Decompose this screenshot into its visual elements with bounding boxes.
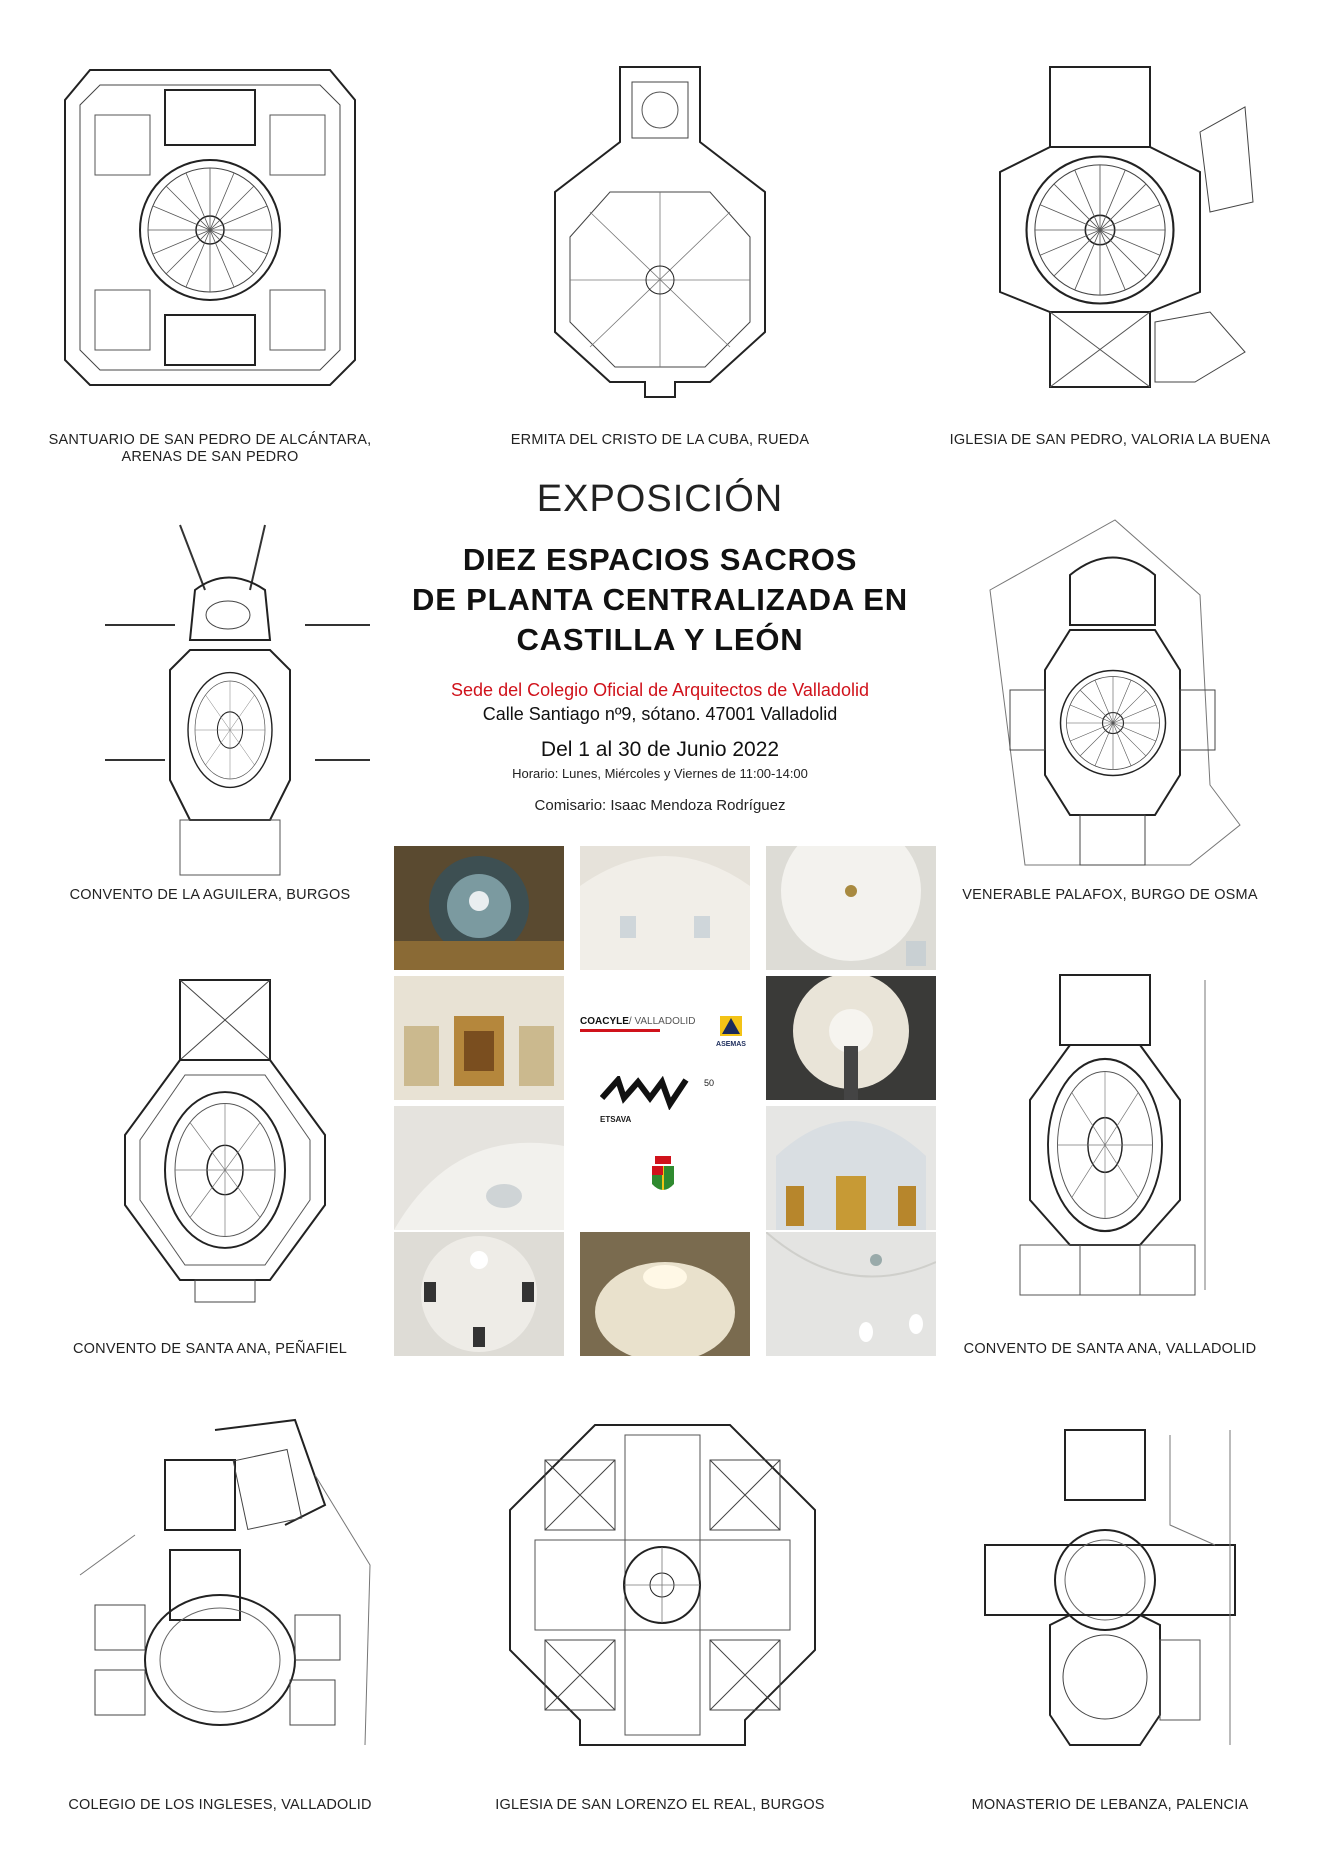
etsava-mark-icon bbox=[600, 1076, 710, 1110]
plan-caption-2 bbox=[480, 432, 840, 449]
interior-photo bbox=[394, 976, 564, 1100]
floor-plan-icon bbox=[540, 62, 780, 402]
floor-plan-icon bbox=[1010, 970, 1210, 1300]
asemas-logo bbox=[715, 1016, 747, 1048]
floor-plan-icon bbox=[75, 1415, 375, 1745]
coat-of-arms-icon bbox=[650, 1156, 676, 1196]
dates-text: Del 1 al 30 de Junio 2022 bbox=[540, 738, 780, 761]
caption-line: CONVENTO DE SANTA ANA, PEÑAFIEL bbox=[73, 1341, 347, 1357]
exhibition-heading: EXPOSICIÓN bbox=[536, 478, 784, 520]
title-line: CASTILLA Y LEÓN bbox=[516, 622, 804, 657]
interior-photo bbox=[394, 846, 564, 970]
floor-plan-6 bbox=[115, 975, 335, 1305]
floor-plan-10 bbox=[975, 1425, 1250, 1755]
floor-plan-icon bbox=[60, 60, 360, 390]
coacyle-text: COACYLE bbox=[580, 1016, 629, 1027]
floor-plan-icon bbox=[985, 515, 1245, 870]
plan-caption-1 bbox=[40, 432, 380, 466]
floor-plan-1 bbox=[60, 60, 360, 390]
floor-plan-icon bbox=[505, 1420, 820, 1750]
plan-caption-6 bbox=[40, 1341, 380, 1358]
interior-photo bbox=[394, 1232, 564, 1356]
venue-text: Sede del Colegio Oficial de Arquitectos de Valladolid bbox=[451, 680, 869, 700]
etsava-number: 50 bbox=[704, 1078, 715, 1088]
coacyle-city-text: / VALLADOLID bbox=[628, 1016, 696, 1027]
exhibition-title bbox=[360, 540, 960, 660]
coacyle-stripe bbox=[580, 1029, 660, 1032]
plan-caption-7 bbox=[940, 1341, 1280, 1358]
coacyle-logo bbox=[580, 1016, 695, 1032]
caption-line: COLEGIO DE LOS INGLESES, VALLADOLID bbox=[68, 1797, 372, 1813]
floor-plan-8 bbox=[75, 1415, 375, 1745]
floor-plan-5 bbox=[985, 515, 1245, 870]
caption-line: MONASTERIO DE LEBANZA, PALENCIA bbox=[971, 1797, 1249, 1813]
interior-photo bbox=[766, 1232, 936, 1356]
etsava-logo bbox=[600, 1076, 720, 1126]
sponsor-logos bbox=[580, 976, 750, 1226]
caption-line: SANTUARIO DE SAN PEDRO DE ALCÁNTARA, bbox=[48, 432, 372, 448]
floor-plan-icon bbox=[115, 975, 335, 1305]
interior-photo bbox=[580, 1232, 750, 1356]
floor-plan-9 bbox=[505, 1420, 820, 1750]
hours-text: Horario: Lunes, Miércoles y Viernes de 11:00-14:00 bbox=[512, 766, 808, 781]
interior-photo bbox=[580, 846, 750, 970]
floor-plan-4 bbox=[100, 520, 380, 880]
interior-photo bbox=[766, 976, 936, 1100]
floor-plan-icon bbox=[100, 520, 380, 880]
interior-photo bbox=[394, 1106, 564, 1230]
plan-caption-3 bbox=[940, 432, 1280, 449]
title-line: DIEZ ESPACIOS SACROS bbox=[462, 542, 858, 577]
plan-caption-10 bbox=[940, 1797, 1280, 1814]
floor-plan-7 bbox=[1010, 970, 1210, 1300]
caption-line: ERMITA DEL CRISTO DE LA CUBA, RUEDA bbox=[510, 432, 810, 448]
curator-text: Comisario: Isaac Mendoza Rodríguez bbox=[534, 797, 786, 814]
floor-plan-2 bbox=[540, 62, 780, 402]
floor-plan-icon bbox=[955, 62, 1255, 392]
etsava-text: ETSAVA bbox=[600, 1115, 632, 1124]
plan-caption-9 bbox=[480, 1797, 840, 1814]
plan-caption-4 bbox=[40, 887, 380, 904]
caption-line: ARENAS DE SAN PEDRO bbox=[121, 449, 299, 465]
floor-plan-3 bbox=[955, 62, 1255, 392]
floor-plan-icon bbox=[975, 1425, 1250, 1755]
caption-line: IGLESIA DE SAN LORENZO EL REAL, BURGOS bbox=[495, 1797, 825, 1813]
interior-photo bbox=[766, 846, 936, 970]
caption-line: VENERABLE PALAFOX, BURGO DE OSMA bbox=[962, 887, 1258, 903]
caption-line: CONVENTO DE LA AGUILERA, BURGOS bbox=[69, 887, 351, 903]
caption-line: CONVENTO DE SANTA ANA, VALLADOLID bbox=[963, 1341, 1257, 1357]
plan-caption-5 bbox=[940, 887, 1280, 904]
caption-line: IGLESIA DE SAN PEDRO, VALORIA LA BUENA bbox=[949, 432, 1271, 448]
address-text: Calle Santiago nº9, sótano. 47001 Valladolid bbox=[482, 704, 838, 724]
asemas-triangle-icon bbox=[720, 1016, 742, 1036]
title-line: DE PLANTA CENTRALIZADA EN bbox=[412, 582, 908, 617]
interior-photo bbox=[766, 1106, 936, 1230]
asemas-text: ASEMAS bbox=[716, 1041, 746, 1048]
plan-caption-8 bbox=[40, 1797, 400, 1814]
coat-of-arms-logo bbox=[650, 1156, 676, 1201]
